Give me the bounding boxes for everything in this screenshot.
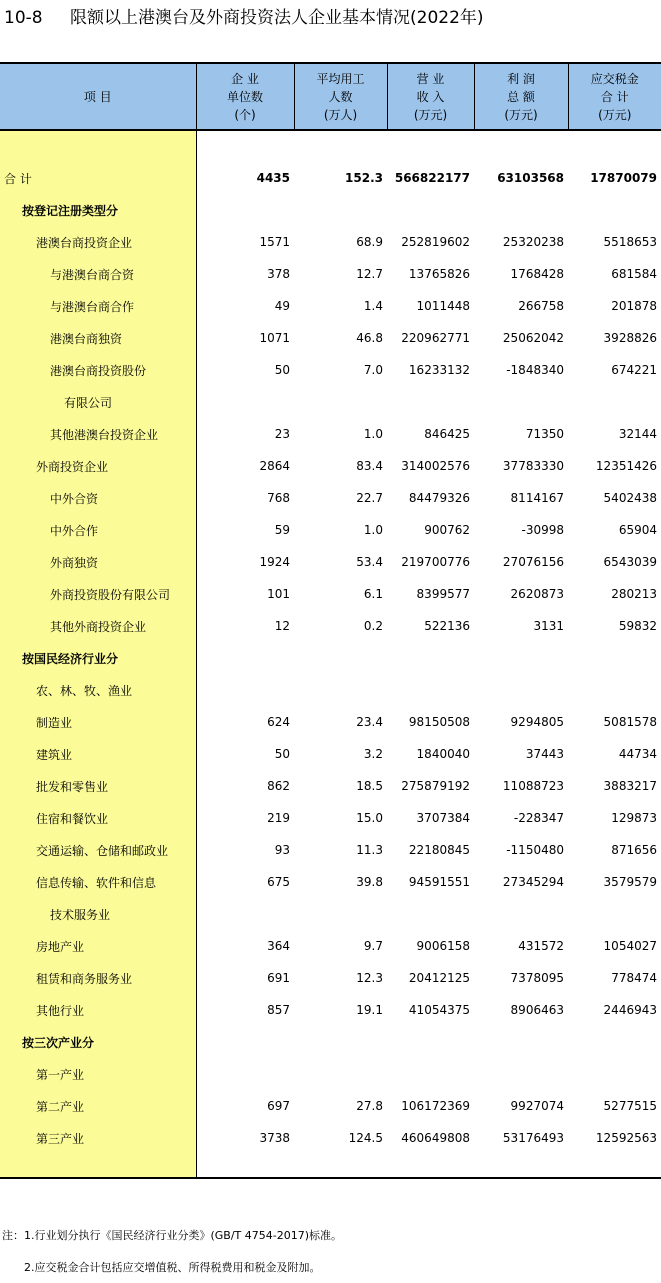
value-cell: 12.3 — [356, 971, 383, 985]
value-cell: 13765826 — [408, 267, 470, 281]
column-header-line: 企 业 — [231, 71, 259, 86]
row-label: 制造业 — [0, 706, 196, 738]
value-cell: 84479326 — [408, 491, 470, 505]
value-cell: 460649808 — [401, 1131, 470, 1145]
value-cell — [387, 1058, 474, 1090]
value-cell — [474, 1058, 568, 1090]
value-cell: 20412125 — [408, 971, 470, 985]
value-cell: 378 — [267, 267, 290, 281]
value-cell: -1848340 — [506, 363, 564, 377]
value-cell: 219700776 — [401, 555, 470, 569]
value-cell: -228347 — [513, 811, 564, 825]
column-header-0 — [0, 63, 196, 130]
table-row — [0, 738, 661, 770]
blank-cell — [387, 130, 474, 162]
value-cell: 44734 — [618, 747, 657, 761]
table-row — [0, 450, 661, 482]
blank-cell — [474, 130, 568, 162]
value-cell: 7.0 — [363, 363, 383, 377]
value-cell: 522136 — [424, 619, 470, 633]
value-cell: 2864 — [259, 459, 290, 473]
value-cell — [196, 674, 294, 706]
value-cell: 6543039 — [603, 555, 657, 569]
table-row — [0, 290, 661, 322]
value-cell: 98150508 — [408, 715, 470, 729]
table-row — [0, 834, 661, 866]
row-label: 住宿和餐饮业 — [0, 802, 196, 834]
value-cell: 0.2 — [363, 619, 383, 633]
value-cell — [474, 386, 568, 418]
value-cell: 5402438 — [603, 491, 657, 505]
row-label: 外商投资企业 — [0, 450, 196, 482]
value-cell: 124.5 — [348, 1131, 383, 1145]
column-header-line: 收 入 — [416, 89, 445, 104]
row-label: 港澳台商投资股份 — [0, 354, 196, 386]
row-label: 农、林、牧、渔业 — [0, 674, 196, 706]
table-row — [0, 930, 661, 962]
footnote-1: 注：1.行业划分执行《国民经济行业分类》(GB/T 4754-2017)标准。 — [2, 1229, 343, 1242]
value-cell — [568, 194, 661, 226]
table-title: 限额以上港澳台及外商投资法人企业基本情况(2022年) — [70, 8, 484, 28]
value-cell: 862 — [267, 779, 290, 793]
value-cell: 697 — [267, 1099, 290, 1113]
spacer-row — [0, 130, 661, 162]
table-row — [0, 642, 661, 674]
value-cell: 691 — [267, 971, 290, 985]
row-label: 技术服务业 — [0, 898, 196, 930]
value-cell: 1.0 — [363, 523, 383, 537]
table-row — [0, 866, 661, 898]
value-cell: 1768428 — [510, 267, 564, 281]
value-cell: 4435 — [256, 171, 290, 185]
table-row — [0, 1026, 661, 1058]
data-table-container — [0, 62, 661, 1179]
value-cell: 252819602 — [401, 235, 470, 249]
value-cell: 27345294 — [502, 875, 564, 889]
blank-cell — [294, 1154, 387, 1178]
row-label: 第二产业 — [0, 1090, 196, 1122]
data-table — [0, 62, 661, 1179]
row-label: 港澳台商独资 — [0, 322, 196, 354]
table-row — [0, 578, 661, 610]
column-header-3 — [387, 63, 474, 130]
value-cell: 63103568 — [497, 171, 564, 185]
row-label: 有限公司 — [0, 386, 196, 418]
row-label: 港澳台商投资企业 — [0, 226, 196, 258]
value-cell — [196, 642, 294, 674]
row-label: 第三产业 — [0, 1122, 196, 1154]
column-header-line: (万人) — [323, 107, 358, 122]
column-header-line: (万元) — [413, 107, 448, 122]
value-cell: 25320238 — [502, 235, 564, 249]
value-cell: 83.4 — [356, 459, 383, 473]
value-cell — [196, 1058, 294, 1090]
value-cell: 19.1 — [356, 1003, 383, 1017]
value-cell: 50 — [274, 747, 290, 761]
value-cell: 23.4 — [356, 715, 383, 729]
row-label: 租赁和商务服务业 — [0, 962, 196, 994]
value-cell — [196, 1026, 294, 1058]
column-header-line: (万元) — [598, 107, 632, 122]
value-cell: 3131 — [533, 619, 564, 633]
value-cell: 3707384 — [416, 811, 470, 825]
value-cell — [568, 642, 661, 674]
value-cell: 71350 — [525, 427, 564, 441]
value-cell: 23 — [274, 427, 290, 441]
value-cell: 3.2 — [363, 747, 383, 761]
table-row — [0, 994, 661, 1026]
table-row — [0, 962, 661, 994]
row-label: 按登记注册类型分 — [0, 194, 196, 226]
value-cell: 1054027 — [603, 939, 657, 953]
value-cell: 3883217 — [603, 779, 657, 793]
value-cell: 219 — [267, 811, 290, 825]
value-cell: 1.4 — [363, 299, 383, 313]
value-cell: 37783330 — [502, 459, 564, 473]
value-cell — [294, 1026, 387, 1058]
value-cell: 1840040 — [416, 747, 470, 761]
value-cell — [294, 674, 387, 706]
value-cell — [387, 1026, 474, 1058]
value-cell: 27076156 — [502, 555, 564, 569]
value-cell: 1924 — [259, 555, 290, 569]
value-cell — [568, 898, 661, 930]
value-cell: 27.8 — [356, 1099, 383, 1113]
value-cell — [568, 674, 661, 706]
table-row — [0, 354, 661, 386]
value-cell — [294, 194, 387, 226]
value-cell: 5518653 — [603, 235, 657, 249]
value-cell: 266758 — [518, 299, 564, 313]
table-row — [0, 226, 661, 258]
value-cell — [387, 194, 474, 226]
table-row — [0, 194, 661, 226]
value-cell: 624 — [267, 715, 290, 729]
row-label: 外商独资 — [0, 546, 196, 578]
value-cell: 17870079 — [590, 171, 657, 185]
column-header-line: 平均用工 — [316, 71, 365, 86]
table-row — [0, 162, 661, 194]
table-row — [0, 1090, 661, 1122]
blank-cell — [387, 1154, 474, 1178]
value-cell: 1011448 — [416, 299, 470, 313]
header-row — [0, 63, 661, 130]
column-header-5 — [568, 63, 661, 130]
value-cell: 9927074 — [510, 1099, 564, 1113]
blank-cell — [568, 1154, 661, 1178]
value-cell: 101 — [267, 587, 290, 601]
row-label: 按国民经济行业分 — [0, 642, 196, 674]
value-cell: 900762 — [424, 523, 470, 537]
table-row — [0, 1122, 661, 1154]
table-row — [0, 898, 661, 930]
value-cell — [568, 1058, 661, 1090]
column-header-line: 人数 — [328, 89, 353, 104]
value-cell: 778474 — [611, 971, 657, 985]
value-cell: 25062042 — [502, 331, 564, 345]
value-cell: 37443 — [525, 747, 564, 761]
value-cell: 220962771 — [401, 331, 470, 345]
value-cell: 3928826 — [603, 331, 657, 345]
value-cell — [568, 1026, 661, 1058]
value-cell: 2620873 — [510, 587, 564, 601]
value-cell: 857 — [267, 1003, 290, 1017]
value-cell: 152.3 — [345, 171, 383, 185]
value-cell — [387, 898, 474, 930]
value-cell — [474, 1026, 568, 1058]
blank-cell — [196, 130, 294, 162]
row-label: 中外合作 — [0, 514, 196, 546]
value-cell: 53.4 — [356, 555, 383, 569]
column-header-line: 项 目 — [83, 89, 112, 104]
table-row — [0, 546, 661, 578]
blank-cell — [568, 130, 661, 162]
blank-cell — [196, 1154, 294, 1178]
value-cell: 9294805 — [510, 715, 564, 729]
value-cell — [294, 386, 387, 418]
value-cell: 675 — [267, 875, 290, 889]
table-row — [0, 386, 661, 418]
value-cell: 46.8 — [356, 331, 383, 345]
value-cell: 12.7 — [356, 267, 383, 281]
column-header-line: 利 润 — [507, 71, 535, 86]
value-cell: 280213 — [611, 587, 657, 601]
value-cell: 106172369 — [401, 1099, 470, 1113]
value-cell: 59832 — [618, 619, 657, 633]
value-cell: 275879192 — [401, 779, 470, 793]
row-label: 建筑业 — [0, 738, 196, 770]
column-header-4 — [474, 63, 568, 130]
value-cell: 6.1 — [363, 587, 383, 601]
value-cell — [568, 386, 661, 418]
value-cell: 8114167 — [510, 491, 564, 505]
column-header-line: 应交税金 — [590, 71, 639, 86]
value-cell: 49 — [274, 299, 290, 313]
row-label: 其他港澳台投资企业 — [0, 418, 196, 450]
value-cell: 2446943 — [603, 1003, 657, 1017]
blank-cell — [0, 1154, 196, 1178]
column-header-1 — [196, 63, 294, 130]
value-cell: 129873 — [611, 811, 657, 825]
table-row — [0, 322, 661, 354]
table-row — [0, 1058, 661, 1090]
value-cell: 65904 — [618, 523, 657, 537]
row-label: 与港澳台商合资 — [0, 258, 196, 290]
footnote-2: 2.应交税金合计包括应交增值税、所得税费用和税金及附加。 — [2, 1261, 321, 1274]
row-label: 按三次产业分 — [0, 1026, 196, 1058]
value-cell: 32144 — [618, 427, 657, 441]
value-cell: 18.5 — [356, 779, 383, 793]
row-label: 其他外商投资企业 — [0, 610, 196, 642]
value-cell: 11088723 — [502, 779, 564, 793]
value-cell: 11.3 — [356, 843, 383, 857]
value-cell: 93 — [274, 843, 290, 857]
table-row — [0, 610, 661, 642]
table-row — [0, 482, 661, 514]
value-cell: 566822177 — [394, 171, 470, 185]
value-cell: 94591551 — [408, 875, 470, 889]
table-number: 10-8 — [4, 8, 43, 28]
table-body — [0, 130, 661, 1178]
value-cell: 674221 — [611, 363, 657, 377]
table-row — [0, 674, 661, 706]
value-cell — [474, 642, 568, 674]
row-label: 批发和零售业 — [0, 770, 196, 802]
value-cell: 59 — [274, 523, 290, 537]
column-header-line: 总 额 — [507, 89, 535, 104]
value-cell: 871656 — [611, 843, 657, 857]
blank-cell — [0, 130, 196, 162]
value-cell: 3579579 — [603, 875, 657, 889]
value-cell: 9.7 — [363, 939, 383, 953]
value-cell: -1150480 — [506, 843, 564, 857]
column-header-line: (万元) — [504, 107, 538, 122]
value-cell: 8399577 — [416, 587, 470, 601]
value-cell — [387, 674, 474, 706]
row-label: 第一产业 — [0, 1058, 196, 1090]
value-cell: 39.8 — [356, 875, 383, 889]
value-cell: 16233132 — [408, 363, 470, 377]
row-label: 合 计 — [0, 162, 196, 194]
value-cell: 15.0 — [356, 811, 383, 825]
blank-cell — [294, 130, 387, 162]
value-cell — [474, 674, 568, 706]
value-cell — [196, 194, 294, 226]
table-row — [0, 258, 661, 290]
value-cell: 68.9 — [356, 235, 383, 249]
column-header-line: 单位数 — [226, 89, 263, 104]
table-row — [0, 514, 661, 546]
blank-cell — [474, 1154, 568, 1178]
value-cell: 5277515 — [603, 1099, 657, 1113]
value-cell: 5081578 — [603, 715, 657, 729]
value-cell — [387, 386, 474, 418]
value-cell — [196, 898, 294, 930]
value-cell: 41054375 — [408, 1003, 470, 1017]
value-cell: 3738 — [259, 1131, 290, 1145]
value-cell — [294, 1058, 387, 1090]
value-cell: 1571 — [259, 235, 290, 249]
value-cell — [474, 898, 568, 930]
column-header-2 — [294, 63, 387, 130]
table-row — [0, 706, 661, 738]
column-header-line: (个) — [234, 107, 256, 122]
table-row — [0, 418, 661, 450]
value-cell — [196, 386, 294, 418]
row-label: 信息传输、软件和信息 — [0, 866, 196, 898]
value-cell — [474, 194, 568, 226]
value-cell: 22.7 — [356, 491, 383, 505]
row-label: 外商投资股份有限公司 — [0, 578, 196, 610]
value-cell: 50 — [274, 363, 290, 377]
value-cell: 314002576 — [401, 459, 470, 473]
value-cell: 846425 — [424, 427, 470, 441]
value-cell: -30998 — [521, 523, 564, 537]
value-cell: 53176493 — [502, 1131, 564, 1145]
table-row — [0, 770, 661, 802]
value-cell: 12592563 — [595, 1131, 657, 1145]
page-title — [0, 5, 661, 31]
value-cell — [387, 642, 474, 674]
value-cell — [294, 898, 387, 930]
table-row — [0, 802, 661, 834]
value-cell: 201878 — [611, 299, 657, 313]
row-label: 其他行业 — [0, 994, 196, 1026]
value-cell: 12351426 — [595, 459, 657, 473]
value-cell: 1.0 — [363, 427, 383, 441]
row-label: 交通运输、仓储和邮政业 — [0, 834, 196, 866]
column-header-line: 营 业 — [416, 71, 445, 86]
value-cell: 7378095 — [510, 971, 564, 985]
value-cell: 431572 — [518, 939, 564, 953]
row-label: 中外合资 — [0, 482, 196, 514]
value-cell: 681584 — [611, 267, 657, 281]
value-cell — [294, 642, 387, 674]
value-cell: 9006158 — [416, 939, 470, 953]
row-label: 与港澳台商合作 — [0, 290, 196, 322]
bottom-row — [0, 1154, 661, 1178]
value-cell: 22180845 — [408, 843, 470, 857]
value-cell: 8906463 — [510, 1003, 564, 1017]
row-label: 房地产业 — [0, 930, 196, 962]
value-cell: 768 — [267, 491, 290, 505]
value-cell: 1071 — [259, 331, 290, 345]
value-cell: 364 — [267, 939, 290, 953]
column-header-line: 合 计 — [600, 89, 629, 104]
value-cell: 12 — [274, 619, 290, 633]
